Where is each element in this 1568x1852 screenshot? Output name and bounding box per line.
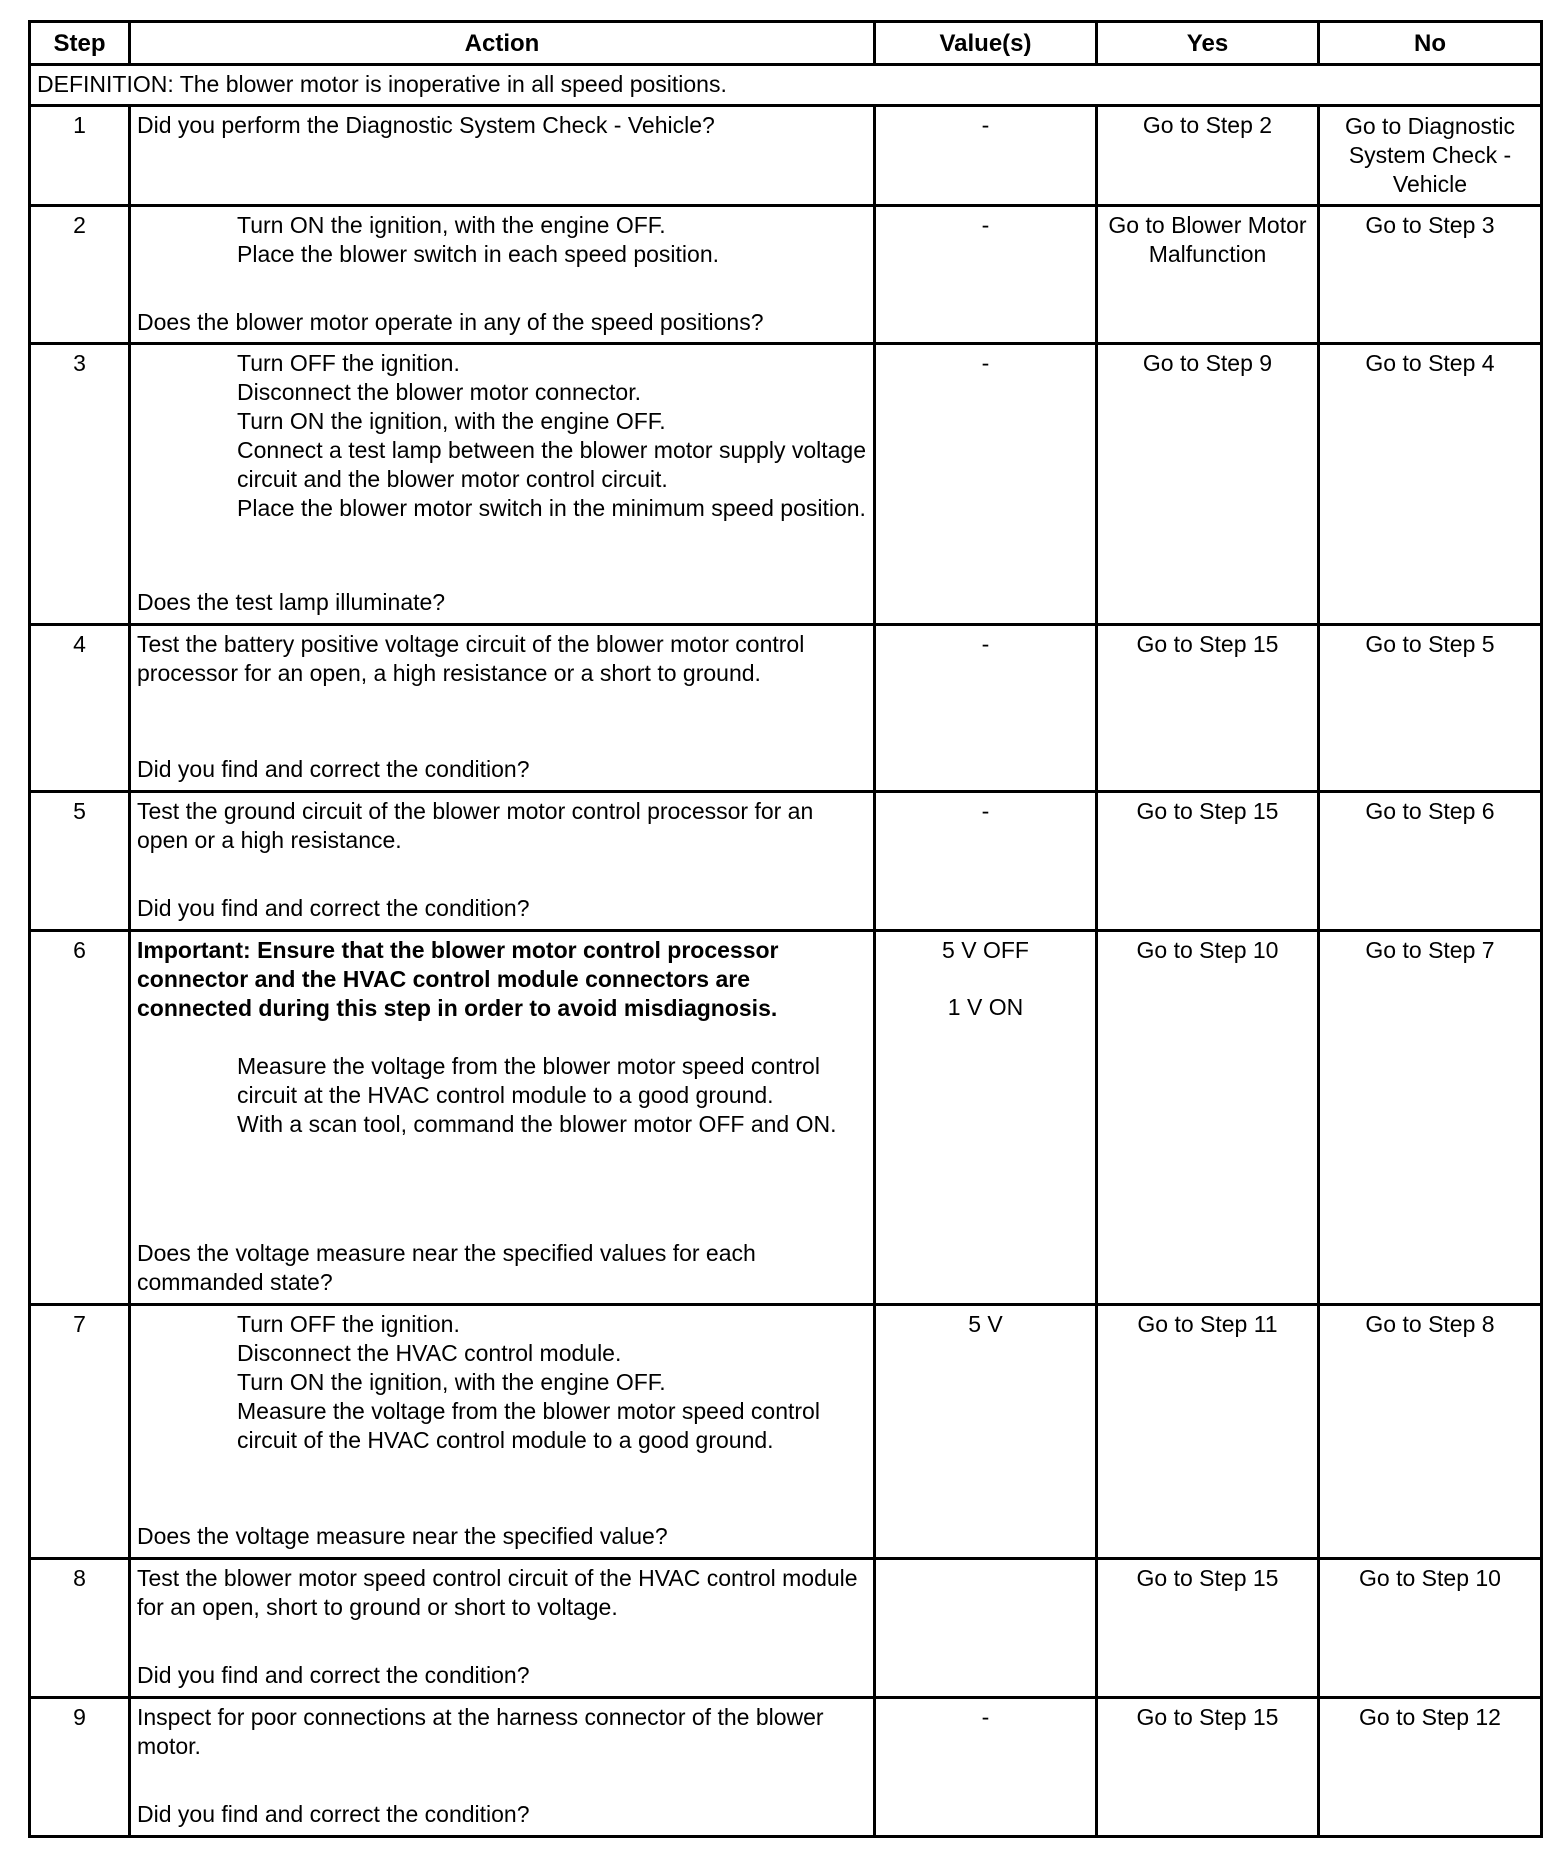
step-value: 5 V <box>875 1305 1097 1559</box>
step-substep: Turn ON the ignition, with the engine OFF. <box>237 408 666 434</box>
step-value: - <box>875 206 1097 344</box>
step-number: 3 <box>30 344 130 625</box>
step-action <box>130 792 875 931</box>
step-no: Go to Step 3 <box>1319 206 1542 344</box>
step-yes: Go to Step 15 <box>1097 625 1319 792</box>
step-action <box>130 931 875 1305</box>
table-row <box>30 1559 1542 1698</box>
step-no: Go to Diagnostic System Check - Vehicle <box>1319 106 1542 206</box>
step-substep: Turn OFF the ignition. <box>237 350 460 376</box>
step-number: 4 <box>30 625 130 792</box>
step-substep: Turn OFF the ignition. <box>237 1311 460 1337</box>
step-value: - <box>875 106 1097 206</box>
step-substep: Measure the voltage from the blower motor speed control circuit of the HVAC control module to a good ground. <box>237 1398 820 1453</box>
step-substep: Place the blower motor switch in the minimum speed position. <box>237 495 866 521</box>
step-substep: Turn ON the ignition, with the engine OFF. <box>237 1369 666 1395</box>
header-no: No <box>1319 22 1542 65</box>
table-row <box>30 206 1542 344</box>
step-question: Does the test lamp illuminate? <box>137 589 446 615</box>
step-action <box>130 206 875 344</box>
step-instruction: Test the blower motor speed control circuit of the HVAC control module for an open, short to ground or short to voltage. <box>137 1565 858 1620</box>
step-no: Go to Step 8 <box>1319 1305 1542 1559</box>
step-value <box>875 931 1097 1305</box>
header-row <box>30 22 1542 65</box>
table-row <box>30 792 1542 931</box>
step-instruction: Test the ground circuit of the blower motor control processor for an open or a high resistance. <box>137 798 814 853</box>
step-number: 7 <box>30 1305 130 1559</box>
step-yes: Go to Blower Motor Malfunction <box>1097 206 1319 344</box>
step-number: 9 <box>30 1698 130 1837</box>
header-step: Step <box>30 22 130 65</box>
step-question: Does the voltage measure near the specified value? <box>137 1523 668 1549</box>
header-action: Action <box>130 22 875 65</box>
step-no: Go to Step 6 <box>1319 792 1542 931</box>
step-action <box>130 106 875 206</box>
step-question: Does the voltage measure near the specified values for each commanded state? <box>137 1240 756 1295</box>
value-on: 1 V ON <box>947 994 1024 1020</box>
step-action <box>130 1305 875 1559</box>
step-substep: With a scan tool, command the blower motor OFF and ON. <box>237 1111 837 1137</box>
step-value: - <box>875 625 1097 792</box>
step-question: Did you perform the Diagnostic System Check - Vehicle? <box>137 112 715 138</box>
step-yes: Go to Step 15 <box>1097 1698 1319 1837</box>
step-no: Go to Step 10 <box>1319 1559 1542 1698</box>
step-question: Did you find and correct the condition? <box>137 1662 530 1688</box>
step-no: Go to Step 5 <box>1319 625 1542 792</box>
header-yes: Yes <box>1097 22 1319 65</box>
step-number: 8 <box>30 1559 130 1698</box>
step-substep: Disconnect the HVAC control module. <box>237 1340 622 1366</box>
table-row <box>30 1305 1542 1559</box>
definition-text: DEFINITION: The blower motor is inoperative in all speed positions. <box>30 65 1542 106</box>
step-action <box>130 625 875 792</box>
step-action <box>130 1698 875 1837</box>
table-row <box>30 344 1542 625</box>
step-number: 2 <box>30 206 130 344</box>
header-values: Value(s) <box>875 22 1097 65</box>
step-yes: Go to Step 11 <box>1097 1305 1319 1559</box>
value-off: 5 V OFF <box>942 937 1029 963</box>
step-no: Go to Step 4 <box>1319 344 1542 625</box>
step-yes: Go to Step 15 <box>1097 1559 1319 1698</box>
step-yes: Go to Step 2 <box>1097 106 1319 206</box>
table-row <box>30 931 1542 1305</box>
step-substep: Connect a test lamp between the blower motor supply voltage circuit and the blower motor control circuit. <box>237 437 867 492</box>
step-value: - <box>875 1698 1097 1837</box>
step-substep: Place the blower switch in each speed position. <box>237 241 720 267</box>
step-instruction: Test the battery positive voltage circuit of the blower motor control processor for an open, a high resistance or a short to ground. <box>137 631 805 686</box>
diagnostic-table <box>28 20 1543 1838</box>
step-number: 6 <box>30 931 130 1305</box>
step-substep: Turn ON the ignition, with the engine OFF. <box>237 212 666 238</box>
step-question: Does the blower motor operate in any of the speed positions? <box>137 309 764 335</box>
step-question: Did you find and correct the condition? <box>137 1801 530 1827</box>
step-question: Did you find and correct the condition? <box>137 756 530 782</box>
step-instruction: Inspect for poor connections at the harness connector of the blower motor. <box>137 1704 824 1759</box>
definition-row <box>30 65 1542 106</box>
step-substep: Measure the voltage from the blower motor speed control circuit at the HVAC control module to a good ground. <box>237 1053 820 1108</box>
table-row <box>30 106 1542 206</box>
step-yes: Go to Step 10 <box>1097 931 1319 1305</box>
important-note: Important: Ensure that the blower motor control processor connector and the HVAC control module connectors are connected during this step in order to avoid misdiagnosis. <box>137 937 779 1021</box>
step-yes: Go to Step 9 <box>1097 344 1319 625</box>
table-row <box>30 1698 1542 1837</box>
step-question: Did you find and correct the condition? <box>137 895 530 921</box>
step-no: Go to Step 7 <box>1319 931 1542 1305</box>
step-value: - <box>875 344 1097 625</box>
step-value <box>875 1559 1097 1698</box>
step-yes: Go to Step 15 <box>1097 792 1319 931</box>
step-substep: Disconnect the blower motor connector. <box>237 379 641 405</box>
step-no: Go to Step 12 <box>1319 1698 1542 1837</box>
step-action <box>130 344 875 625</box>
table-row <box>30 625 1542 792</box>
step-action <box>130 1559 875 1698</box>
step-number: 5 <box>30 792 130 931</box>
step-number: 1 <box>30 106 130 206</box>
step-value: - <box>875 792 1097 931</box>
